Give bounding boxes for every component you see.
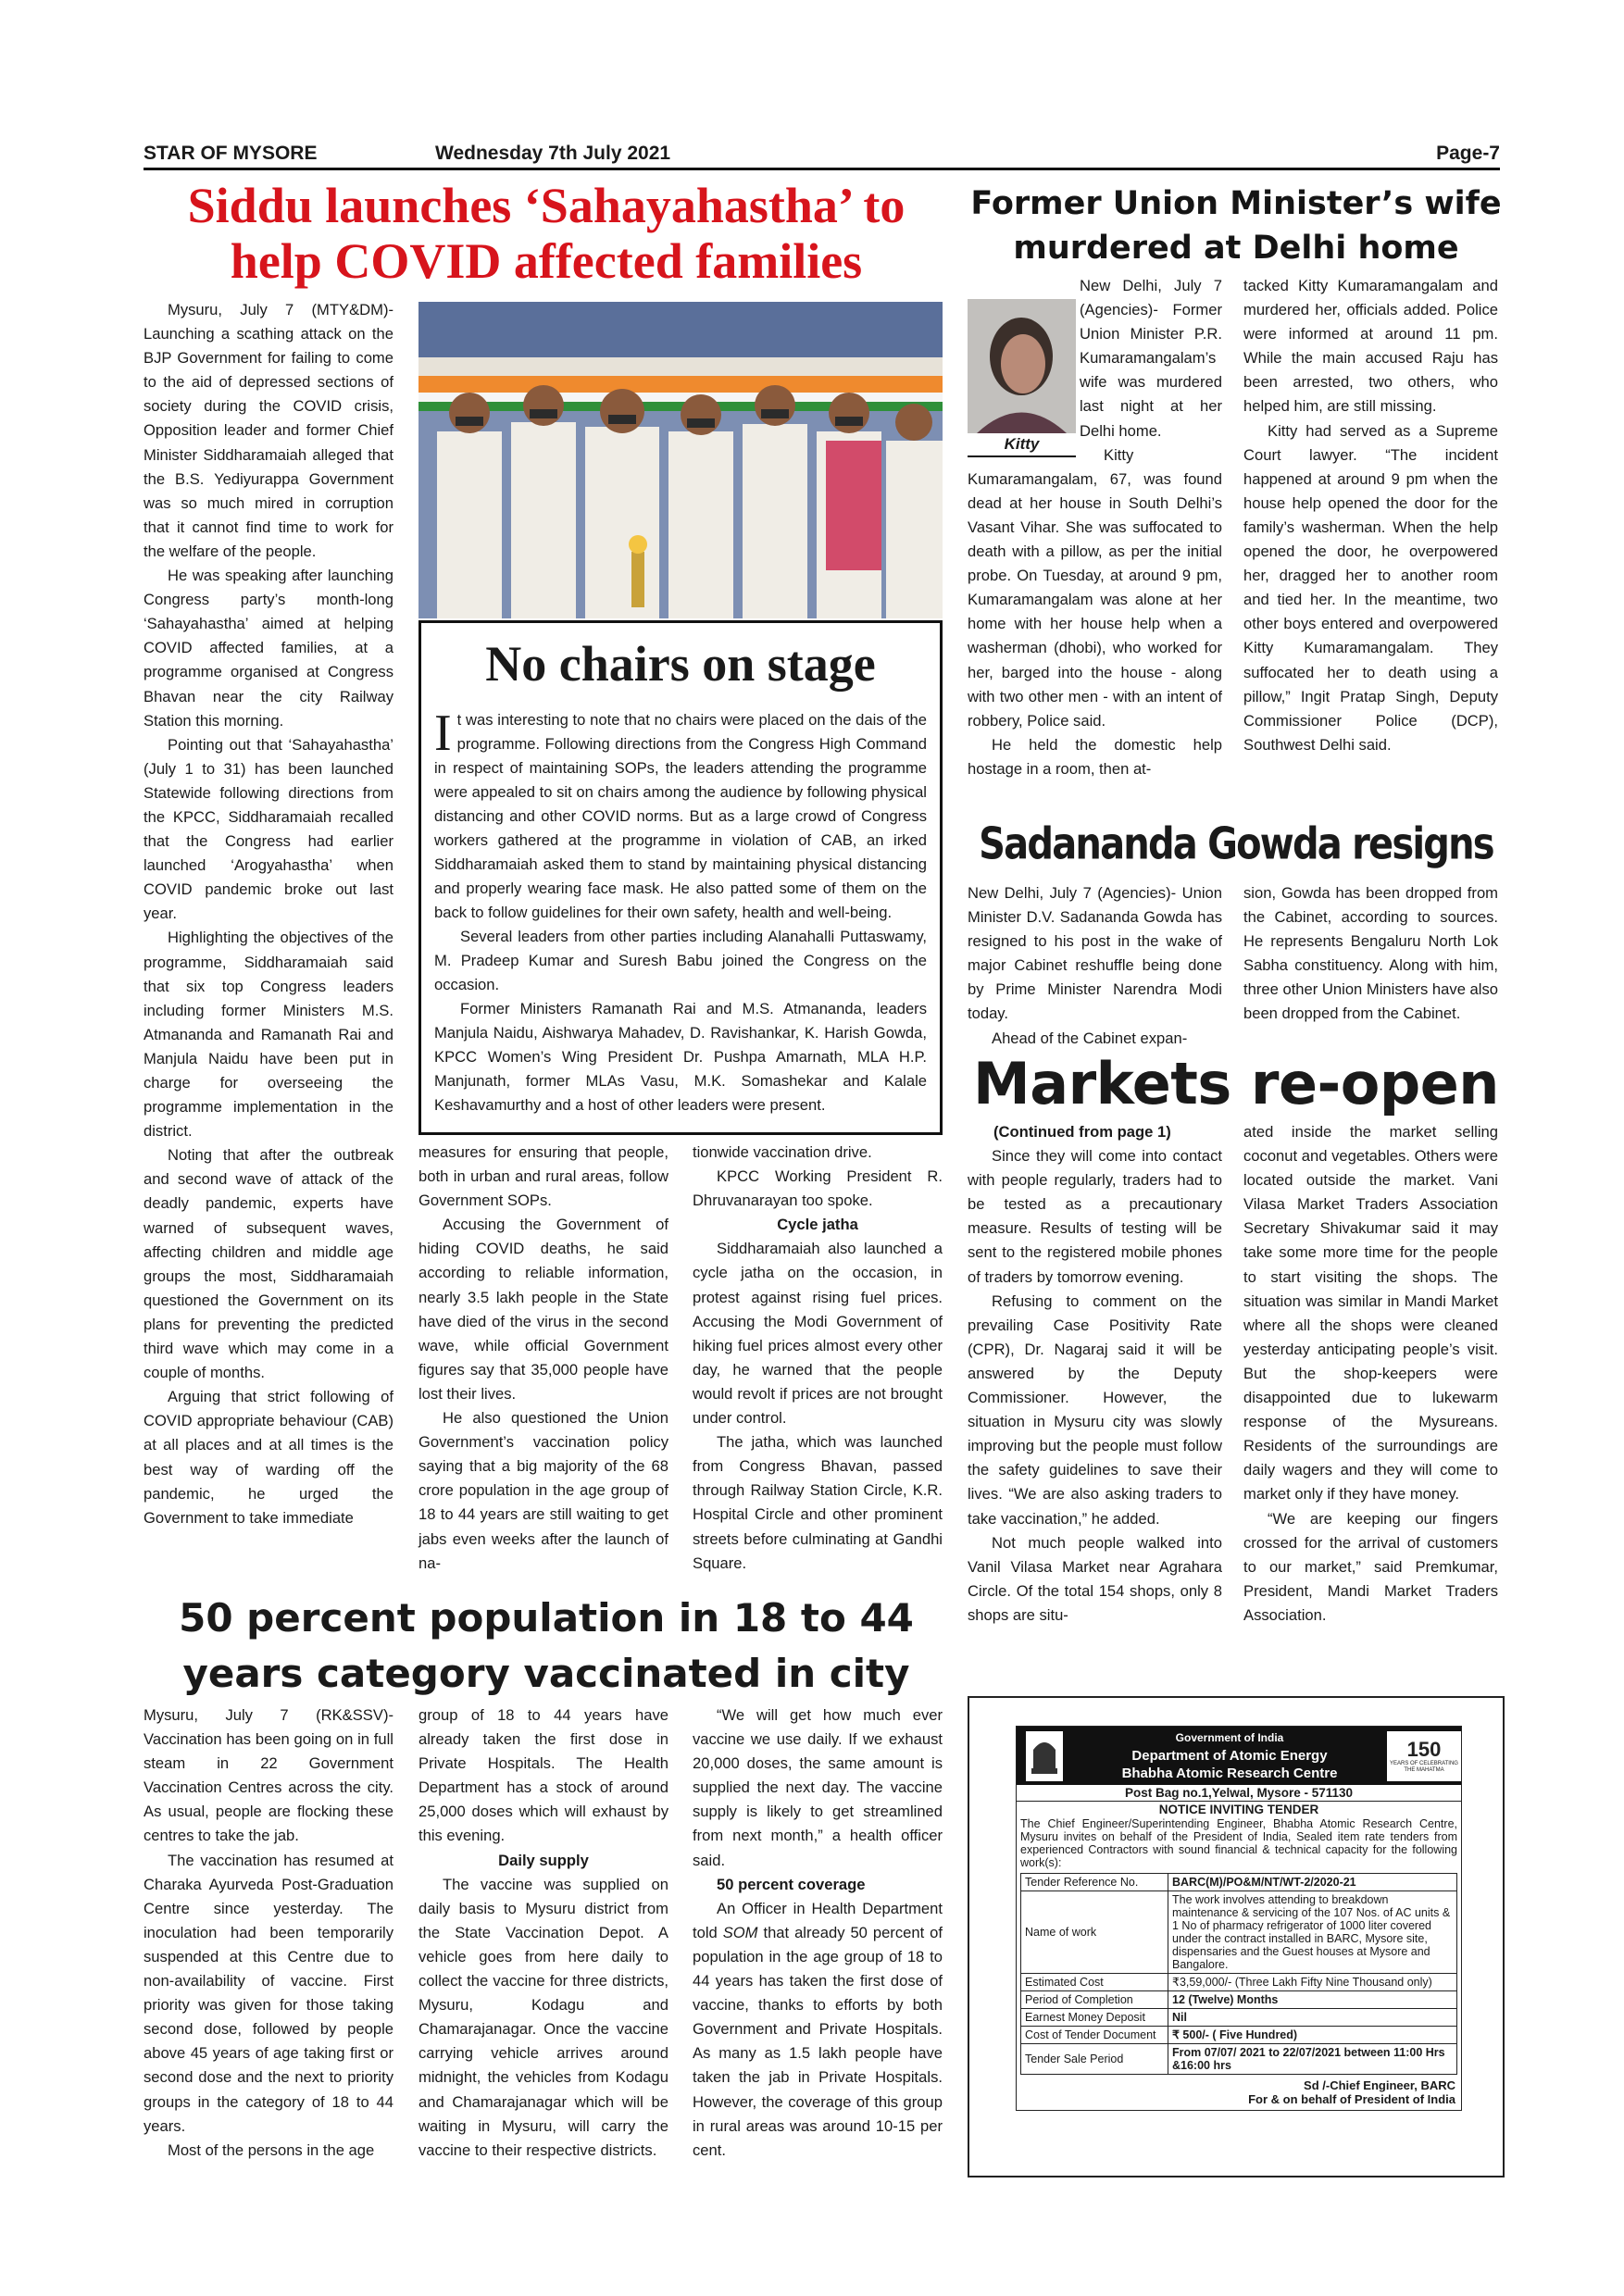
siddu-col1-para: Noting that after the outbreak and second wave of attack of the deadly pandemic, experts have warned of subsequent waves, affecting children and middle age groups the most, Siddharamaiah questioned the Government on its plans for preventing the predicted third wave which may come in a couple of months. xyxy=(144,1146,394,1382)
tender-signature xyxy=(1017,2075,1461,2110)
vaccine-headline: 50 percent population in 18 to 44 years category vaccinated in city xyxy=(179,1595,914,1696)
siddu-col3-para: The jatha, which was launched from Congress Bhavan, passed through Railway Station Circle, K.R. Hospital Circle and other prominent streets before culminating at Gandhi Square. xyxy=(693,1433,943,1572)
sig-line-1: Sd /-Chief Engineer, BARC xyxy=(1304,2078,1455,2092)
siddu-col1-para: He was speaking after launching Congress party’s month-long ‘Sahayahastha’ aimed at helping COVID affected families, at a programme organised at Congress Bhavan near the city Railway Station this morning. xyxy=(144,567,394,730)
kitty-headline: Former Union Minister’s wife murdered at Delhi home xyxy=(970,185,1502,267)
sadananda-column-2 xyxy=(1243,881,1498,1027)
sadananda-col1-para: New Delhi, July 7 (Agencies)- Union Minister D.V. Sadananda Gowda has resigned to his post in the wake of major Cabinet reshuffle being done by Prime Minister Narendra Modi today. xyxy=(968,884,1222,1023)
markets-headline: Markets re-open xyxy=(973,1050,1499,1117)
page-number: Page-7 xyxy=(1436,143,1500,164)
row-label: Cost of Tender Document xyxy=(1021,2027,1168,2044)
no-chairs-body xyxy=(434,705,927,1117)
markets-col2-para: ated inside the market selling coconut and vegetables. Others were located outside the market. Vani Vilasa Market Traders Association Secretary Shivakumar said it may take some more time for the people to start visiting the shops. The situation was similar in Mandi Market where all the shops were cleaned yesterday anticipating people’s visit. But the shop-keepers were disappointed due to lukewarm response of the Mysureans. Residents of the surroundings are daily wagers and they will come to market only if they have money. xyxy=(1243,1123,1498,1504)
vaccine-column-3 xyxy=(693,1703,943,2163)
siddu-headline: Siddu launches ‘Sahayahastha’ to help COVID affected families xyxy=(187,178,906,289)
vaccine-col2-para: group of 18 to 44 years have already taken the first dose in Private Hospitals. The Health Department has a stock of around 25,000 doses which will exhaust by this evening. xyxy=(418,1706,668,1845)
no-chairs-first-para xyxy=(434,705,927,925)
vaccine-column-1 xyxy=(144,1703,394,2163)
siddu-col1-para: Mysuru, July 7 (MTY&DM)- Launching a scathing attack on the BJP Government for failing to come to the aid of depressed sections of society during the COVID crisis, Opposition leader and former Chief Minister Siddharamaiah alleged that the B.S. Yediyurappa Government was so much mired in corruption that it cannot find time to work for the welfare of the people. xyxy=(144,301,394,560)
cycle-jatha-subhead: Cycle jatha xyxy=(777,1216,858,1234)
gandhi-150-logo xyxy=(1387,1731,1461,1781)
tender-intro: The Chief Engineer/Superintending Engineer, Bhabha Atomic Research Centre, Mysuru invites on behalf of the President of India, Sealed item rate tenders from experienced Contractors with sound financial & technical capacity for the following work(s): xyxy=(1020,1817,1457,1869)
table-row xyxy=(1021,1874,1457,1891)
logo-number: 150 xyxy=(1406,1737,1442,1761)
som-italic: SOM xyxy=(722,1923,758,1941)
issue-date: Wednesday 7th July 2021 xyxy=(435,143,671,164)
siddu-col1-para: Highlighting the objectives of the programme, Siddharamaiah said that six top Congress leaders including former Ministers M.S. Atmananda and Ramanath Rai and Manjula Naidu have been put in charge for overseeing the programme implementation in the district. xyxy=(144,929,394,1141)
row-label: Estimated Cost xyxy=(1021,1974,1168,1991)
tender-table xyxy=(1020,1873,1457,2075)
kitty-col1-para: Kitty Kumaramangalam, 67, was found dead at her house in South Delhi’s Vasant Vihar. She was suffocated to death with a pillow, as per the initial probe. On Tuesday, at around 9 pm, Kumaramangalam was alone at her home with her house help when a washerman (dhobi), who worked for her, barged into the house - along with two other men - with an intent of robbery, Police said. xyxy=(968,445,1222,730)
vaccine-col1-para: Most of the persons in the age xyxy=(168,2140,375,2159)
drop-cap: I xyxy=(434,705,452,762)
table-row xyxy=(1021,2044,1457,2075)
siddu-col1-para: Arguing that strict following of COVID appropriate behaviour (CAB) at all places and at all times is the best way of warding off the pandemic, he urged the Government to take immediate xyxy=(144,1388,394,1527)
photo-wrap-space xyxy=(968,274,1080,465)
siddu-column-1 xyxy=(144,298,394,1530)
col3b-post: that already 50 percent of population in the age group of 18 to 44 years has taken the first dose of vaccine, thanks to efforts by both Government and Private Hospitals. As many as 1.5 lakh people have taken the jab in Private Hospitals. However, the coverage of this group in rural areas was around 10-15 per cent. xyxy=(693,1923,943,2159)
vaccine-col3-para xyxy=(693,1897,943,2163)
kitty-col2-para: tacked Kitty Kumaramangalam and murdered her, officials added. Police were informed at around 11 pm. While the main accused Raju has been arrested, two others, who helped him, are still missing. xyxy=(1243,277,1498,416)
row-label: Earnest Money Deposit xyxy=(1021,2009,1168,2027)
tender-address: Post Bag no.1,Yelwal, Mysore - 571130 xyxy=(1124,1786,1354,1800)
table-row xyxy=(1021,2009,1457,2027)
siddu-col2-para: measures for ensuring that people, both in urban and rural areas, follow Government SOPs. xyxy=(418,1143,668,1210)
paper-name: STAR OF MYSORE xyxy=(144,143,318,164)
table-row xyxy=(1021,1974,1457,1991)
row-value: From 07/07/ 2021 to 22/07/2021 between 11:00 Hrs &16:00 hrs xyxy=(1168,2044,1457,2075)
sig-line-2: For & on behalf of President of India xyxy=(1248,2092,1455,2106)
logo-subtext: YEARS OF CELEBRATING THE MAHATMA xyxy=(1390,1760,1458,1773)
markets-col1-para: Not much people walked into Vanil Vilasa Market near Agrahara Circle. Of the total 154 shops, only 8 shops are situ- xyxy=(968,1533,1222,1624)
row-value: ₹3,59,000/- (Three Lakh Fifty Nine Thousand only) xyxy=(1168,1974,1457,1991)
tender-advertisement xyxy=(968,1696,1505,2177)
vaccine-col1-para: The vaccination has resumed at Charaka Ayurveda Post-Graduation Centre since yesterday. The inoculation had been temporarily suspended at this Centre due to non-availability of vaccine. First priority was given for those taking second dose, followed by people above 45 years of age taking first or second dose and the next to priority groups in the category of 18 to 44 years. xyxy=(144,1851,394,2135)
kitty-col1-para: New Delhi, July 7 (Agencies)- Former Union Minister P.R. Kumaramangalam’s wife was murdered last night at her Delhi home. xyxy=(1080,277,1222,440)
siddu-col3-para: Siddharamaiah also launched a cycle jatha on the occasion, in protest against rising fuel prices. Accusing the Modi Government of hiking fuel prices almost every other day, he warned that the people would revolt if prices are not brought under control. xyxy=(693,1240,943,1428)
siddu-col2-para: Accusing the Government of hiding COVID deaths, he said according to reliable information, nearly 3.5 lakh people in the State have died of the virus in the second wave, while official Government figures say that 35,000 people have lost their lives. xyxy=(418,1216,668,1403)
dept-label: Department of Atomic Energy xyxy=(1131,1748,1328,1764)
table-row xyxy=(1021,1991,1457,2009)
emblem-icon xyxy=(1017,1731,1072,1781)
vaccine-col2-para: The vaccine was supplied on daily basis to Mysuru district from the State Vaccination Depot. A vehicle goes from here daily to collect the vaccine for three districts, Mysuru, Kodagu and Chamarajanagar. Once the vaccine carrying vehicle arrives around midnight, the vehicles from Kodagu and Chamarajanagar which will be waiting in Mysuru, will carry the vaccine to their respective districts. xyxy=(418,1875,668,2159)
row-value: 12 (Twelve) Months xyxy=(1168,1991,1457,2009)
masthead-rule xyxy=(144,168,1500,170)
no-chairs-para: Former Ministers Ramanath Rai and M.S. Atmananda, leaders Manjula Naidu, Aishwarya Mahadev, D. Ravishankar, K. Harish Gowda, KPCC Women’s Wing President Dr. Pushpa Amarnath, MLA H.P. Manjunath, former MLAs Vasu, M.K. Somashekar and Kalale Keshavamurthy and a host of other leaders were present. xyxy=(434,1000,927,1114)
row-value: ₹ 500/- ( Five Hundred) xyxy=(1168,2027,1457,2044)
table-row xyxy=(1021,1891,1457,1974)
row-value: BARC(M)/PO&M/NT/WT-2/2020-21 xyxy=(1168,1874,1457,1891)
vaccine-col1-para: Mysuru, July 7 (RK&SSV)- Vaccination has been going on in full steam in 22 Government Vaccination Centres across the city. As usual, people are flocking these centres to take the jab. xyxy=(144,1706,394,1845)
centre-label: Bhabha Atomic Research Centre xyxy=(1121,1766,1338,1781)
markets-col2-para: “We are keeping our fingers crossed for the arrival of customers to our market,” said Premkumar, President, Mandi Market Traders Association. xyxy=(1243,1509,1498,1624)
siddu-column-2 xyxy=(418,1141,668,1576)
gov-label: Government of India xyxy=(1175,1731,1284,1744)
tender-header-text xyxy=(1072,1729,1387,1782)
kitty-column-1 xyxy=(968,274,1222,781)
markets-col1-para: Since they will come into contact with people regularly, traders had to be tested as a precautionary measure. Results of testing will be sent to the registered mobile phones of traders by tomorrow evening. xyxy=(968,1147,1222,1286)
vaccine-column-2 xyxy=(418,1703,668,2163)
row-label: Tender Reference No. xyxy=(1021,1874,1168,1891)
col3b-pre: An Officer in Health Department told xyxy=(693,1899,943,1941)
row-value: The work involves attending to breakdown maintenance & servicing of the 107 Nos. of AC units & 1 No of pharmacy refrigerator of 1000 liter covered under the contract installed in BARC, Mysore site, dispensaries and the Guest houses at Mysore and Bangalore. xyxy=(1168,1891,1457,1974)
siddu-column-3 xyxy=(693,1141,943,1576)
tender-header xyxy=(1017,1727,1461,1785)
siddu-col2-para: He also questioned the Union Government’s vaccination policy saying that a big majority of the 68 crore population in the age group of 18 to 44 years are still waiting to get jabs even weeks after the launch of na- xyxy=(418,1409,668,1572)
siddu-col3-para: KPCC Working President R. Dhruvanarayan too spoke. xyxy=(693,1167,943,1210)
tender-notice-title: NOTICE INVITING TENDER xyxy=(1017,1801,1461,1817)
daily-supply-subhead: Daily supply xyxy=(498,1851,589,1869)
congress-event-photo xyxy=(418,302,943,618)
sadananda-headline: Sadananda Gowda resigns xyxy=(979,818,1493,870)
siddu-col3-para: tionwide vaccination drive. xyxy=(693,1143,872,1161)
markets-column-2 xyxy=(1243,1120,1498,1628)
no-chairs-para: Several leaders from other parties including Alanahalli Puttaswamy, M. Pradeep Kumar and Suresh Babu joined the Congress on the occasion. xyxy=(434,928,927,993)
tender-notice xyxy=(1016,1726,1462,2111)
table-row xyxy=(1021,2027,1457,2044)
kitty-col1-para: He held the domestic help hostage in a room, then at- xyxy=(968,735,1222,778)
continued-note: (Continued from page 1) xyxy=(993,1123,1171,1141)
siddu-col1-para: Pointing out that ‘Sahayahastha’ (July 1 to 31) has been launched Statewide following directions from the KPCC, Siddharamaiah recalled that the Congress had earlier launched ‘Arogyahastha’ when COVID pandemic broke out last year. xyxy=(144,735,394,923)
sadananda-col1-para: Ahead of the Cabinet expan- xyxy=(992,1029,1188,1047)
no-chairs-box xyxy=(418,620,943,1135)
kitty-column-2 xyxy=(1243,274,1498,757)
row-label: Tender Sale Period xyxy=(1021,2044,1168,2075)
no-chairs-headline: No chairs on stage xyxy=(485,636,876,692)
sadananda-column-1 xyxy=(968,881,1222,1051)
markets-col1-para: Refusing to comment on the prevailing Case Positivity Rate (CPR), Dr. Nagaraj said it will be answered by the Deputy Commissioner. However, the situation in Mysuru city was slowly improving but the people must follow the safety guidelines to save their lives. “We are also asking traders to take vaccination,” he added. xyxy=(968,1292,1222,1528)
vaccine-col3-para: “We will get how much ever vaccine we use daily. If we exhaust 20,000 doses, the same amount is supplied the next day. The vaccine supply is likely to get streamlined from next month,” a health officer said. xyxy=(693,1706,943,1869)
row-value: Nil xyxy=(1168,2009,1457,2027)
kitty-caption: Kitty xyxy=(1004,435,1040,453)
row-label: Name of work xyxy=(1021,1891,1168,1974)
event-photo-illustration xyxy=(418,302,943,618)
row-label: Period of Completion xyxy=(1021,1991,1168,2009)
markets-column-1 xyxy=(968,1120,1222,1628)
no-chairs-first-text: t was interesting to note that no chairs were placed on the dais of the programme. Following directions from the Congress High Command in respect of maintaining SOPs, the leaders attending the programme were appealed to sit on chairs among the audience by following physical distancing and other COVID norms. But as a large crowd of Congress workers gathered at the programme in violation of CAB, an irked Siddharamaiah asked them to stand by maintaining physical distancing and properly wearing face mask. He also patted some of them on the back to follow guidelines for their own safety, health and well-being. xyxy=(434,711,927,921)
kitty-col2-para: Kitty had served as a Supreme Court lawyer. “The incident happened at around 9 pm when the house help opened the door for the family’s washerman. When the help opened the door, he overpowered her, dragged her to another room and tied her. In the meantime, two other boys entered and overpowered Kitty Kumaramangalam. They suffocated her to death using a pillow,” Ingit Pratap Singh, Deputy Commissioner Police (DCP), Southwest Delhi said. xyxy=(1243,421,1498,754)
sadananda-col2-para: sion, Gowda has been dropped from the Cabinet, according to sources. He represents Bengaluru North Lok Sabha constituency. Along with him, three other Union Ministers have also been dropped from the Cabinet. xyxy=(1243,884,1498,1023)
coverage-subhead: 50 percent coverage xyxy=(717,1875,866,1893)
